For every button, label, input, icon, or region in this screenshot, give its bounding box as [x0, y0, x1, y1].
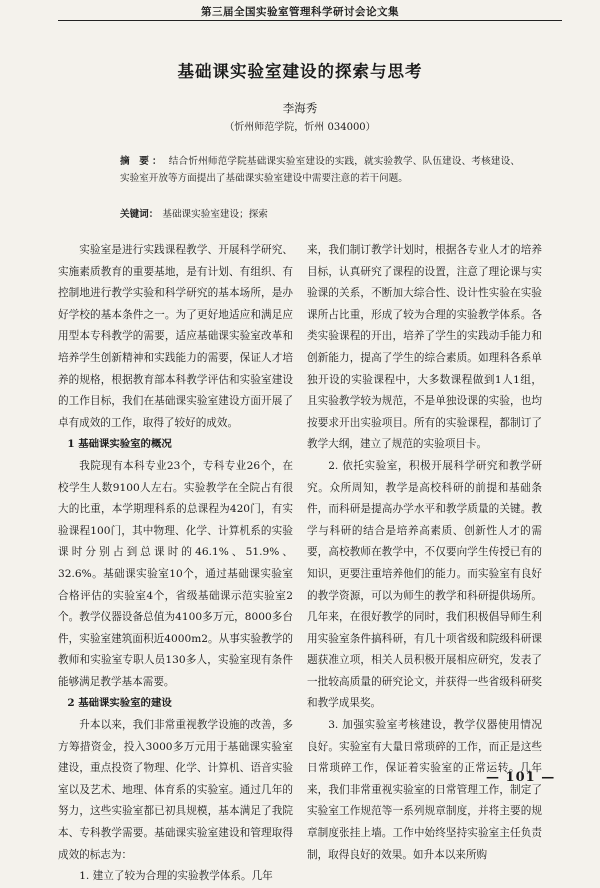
keywords-label: 关键词： [120, 209, 159, 220]
body-paragraph: 升本以来，我们非常重视教学设施的改善，多方筹措资金，投入3000多万元用于基础课实验室建设，重点投资了物理、化学、计算机、语音实验室以及艺术、地理、体育系的实验室。通过几年的努力，这些实验室都已初具规模，基本满足了我院本、专科教学需要。基础课实验室建设和管理取得成效的标志为： [58, 719, 293, 861]
body-paragraph: 2. 依托实验室，积极开展科学研究和教学研究。众所周知，教学是高校科研的前提和基础条件，而科研是提高办学水平和教学质量的关键。教学与科研的结合是培养高素质、创新性人才的需要，高校教师在教学中，不仅要向学生传授已有的知识，更要注重培养他们的能力。而实验室有良好的教学资源，可以为师生的教学和科研提供场所。几年来，在很好教学的同时，我们积极倡导师生利用实验室条件搞科研，有几十项省级和院级科研课题获准立项，相关人员积极开展相应研究，发表了一批较高质量的研究论文，并获得一些省级科研奖和教学成果奖。 [307, 459, 542, 710]
keywords [120, 206, 520, 220]
author-affiliation: （忻州师范学院，忻州 034000） [224, 122, 376, 133]
page-number: — 101 — [486, 770, 556, 785]
running-head: 第三届全国实验室管理科学研讨会论文集 [201, 6, 399, 18]
body-paragraph: 3. 加强实验室考核建设，教学仪器使用情况良好。实验室有大量日常琐碎的工作，而正是这些日常琐碎工作，保证着实验室的正常运转。几年来，我们非常重视实验室的日常管理工作，制定了实验室工作规范等一系列规章制度，并将主要的规章制度张挂上墙。工作中始终坚持实验室主任负责制，取得良好的效果。如升本以来所购 [307, 719, 542, 861]
abstract-label: 摘 要： [120, 156, 165, 167]
keywords-text: 基础课实验室建设；探索 [162, 209, 268, 220]
body-paragraph: 1. 建立了较为合理的实验教学体系。几年 [79, 870, 273, 883]
body-paragraph: 我院现有本科专业23个，专科专业26个，在校学生人数9100人左右。实验教学在全院占有很大的比重，本学期理科系的总课程为420门，有实验课程100门，其中物理、化学、计算机系的实验课时分别占到总课时的46.1%、51.9%、32.6%。基础课实验室10个，通过基础课实验室合格评估的实验室4个，省级基础课示范实验室2个。教学仪器设备总值为4100多万元，8000多台件，实验室建筑面积近4000m2。从事实验教学的教师和实验室专职人员130多人，实验室现有条件能够满足教学基本需要。 [58, 459, 293, 688]
body-paragraph: 实验室是进行实践课程教学、开展科学研究、实施素质教育的重要基地，是有计划、有组织、有控制地进行教学实验和科学研究的基本场所，是办好学校的基本条件之一。为了更好地适应和满足应用型本专科教学的需要，适应基础课实验室改革和培养学生创新精神和实践能力的需要，保证人才培养的规格，根据教育部本科教学评估和实验室建设的工作目标，我们在基础课实验室建设方面开展了卓有成效的工作，取得了较好的成效。 [58, 244, 293, 429]
section-heading: 1 基础课实验室的概况 [67, 438, 172, 451]
section-heading: 2 基础课实验室的建设 [67, 697, 172, 710]
abstract [120, 153, 520, 187]
body-paragraph: 来，我们制订教学计划时，根据各专业人才的培养目标，认真研究了课程的设置，注意了理论课与实验课的关系，不断加大综合性、设计性实验在实验课所占比重，形成了较为合理的实验教学体系。各类实验课程的开出，培养了学生的实践动手能力和创新能力，提高了学生的综合素质。如理科各系单独开设的实验课程中，大多数课程做到1人1组，且实验教学较为规范，不是单独设课的实验，也均按要求开出实验项目。所有的实验课程，都制订了教学大纲，建立了规范的实验项目卡。 [307, 244, 542, 451]
left-column [58, 240, 293, 888]
abstract-text: 结合忻州师范学院基础课实验室建设的实践，就实验教学、队伍建设、考核建设、实验室开放等方面提出了基础课实验室建设中需要注意的若干问题。 [120, 156, 521, 184]
header-rule [58, 20, 562, 21]
article-author: 李海秀 [282, 101, 318, 115]
article-title: 基础课实验室建设的探索与思考 [177, 62, 423, 81]
